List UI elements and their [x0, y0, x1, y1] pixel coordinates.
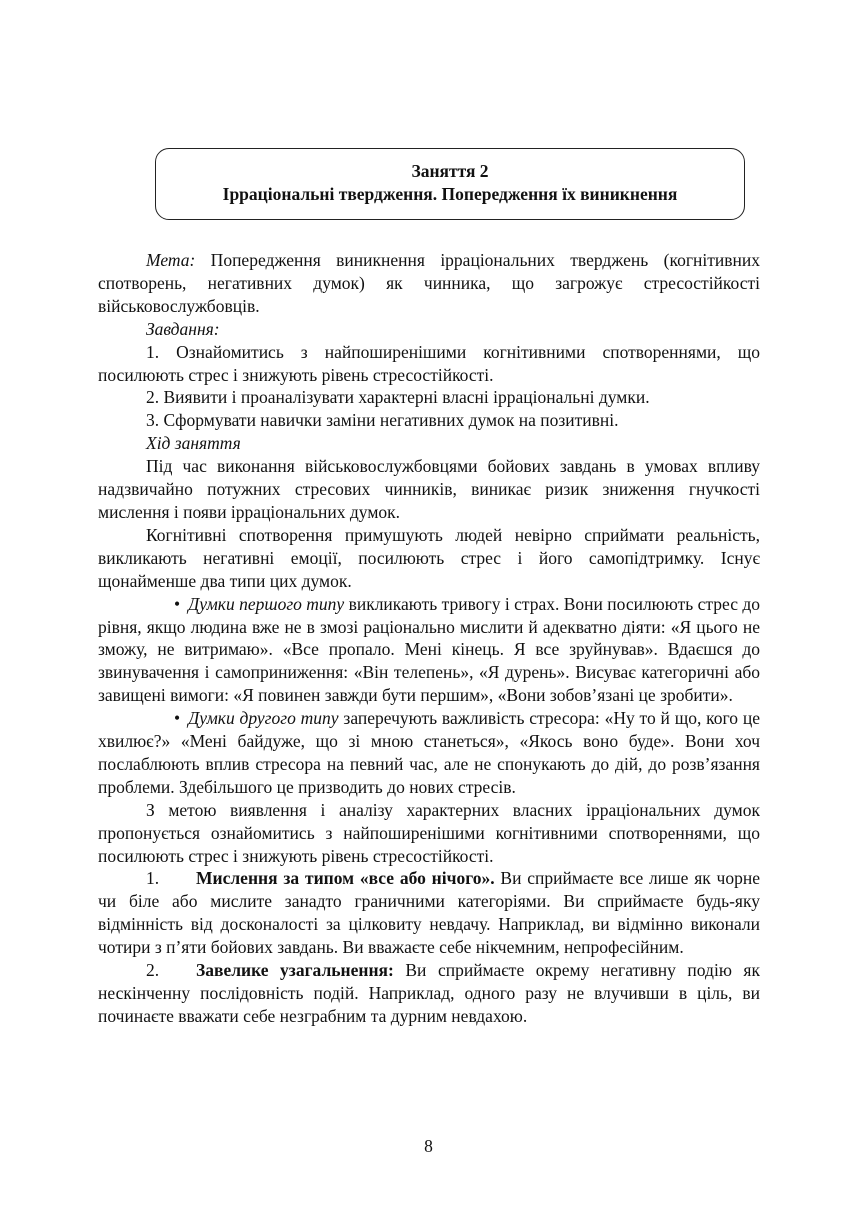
item-term: Завелике узагальнення:: [196, 960, 394, 981]
item-term: Мислення за типом «все або нічого».: [196, 868, 495, 889]
numbered-item: 1. Мислення за типом «все або нічого». Ви сприймаєте все лише як чорне чи біле або мислите занадто граничними категоріями. Ви сприймаєте будь-яку відмінність від досконалості за цілковиту невдачу. Наприклад, ви відмінно виконали чотири з п’яти бойових завдань. Ви вважаєте себе нікчемним, непрофесійним.: [98, 868, 760, 958]
course-heading: Хід заняття: [146, 433, 241, 454]
goal-text: Попередження виникнення ірраціональних тверджень (когнітивних спотворень, негативних думок) як чинника, що загрожує стресостійкості військовослужбовців.: [98, 250, 760, 316]
numbered-item: 2. Завелике узагальнення: Ви сприймаєте окрему негативну подію як нескінченну послідовність подій. Наприклад, одного разу не влучивши в ціль, ви починаєте вважати себе незграбним та дурним невдахою.: [98, 960, 760, 1026]
tasks-heading: Завдання:: [146, 318, 220, 339]
paragraph: З метою виявлення і аналізу характерних власних ірраціональних думок пропонується ознайомитись з найпоширенішими когнітивними спотвореннями, що посилюють стрес і знижують рівень стресостійкості.: [98, 799, 760, 866]
paragraph: Когнітивні спотворення примушують людей невірно сприймати реальність, викликають негативні емоції, посилюють стрес і його самопідтримку. Існує щонайменше два типи цих думок.: [98, 524, 760, 591]
task-item: 2. Виявити і проаналізувати характерні власні ірраціональні думки.: [146, 387, 650, 408]
bullet-item: • Думки другого типу заперечують важливість стресора: «Ну то й що, кого це хвилює?» «Мені байдуже, що зі мною станеться», «Якось воно буде». Вони хоч послаблюють вплив стресора на певний час, але не спонукають до дій, до розв’язання проблеми. Здебільшого це призводить до нових стресів.: [98, 708, 760, 797]
bullet-emphasis: Думки другого типу: [188, 708, 339, 729]
item-number: 2.: [146, 960, 160, 981]
document-body: [98, 249, 760, 1028]
goal-paragraph: [98, 249, 760, 318]
bullet-item: • Думки першого типу викликають тривогу і страх. Вони посилюють стрес до рівня, якщо людина вже не в змозі раціонально мислити й адекватно діяти: «Я цього не зможу, не витримаю». «Все пропало. Мені кінець. Я все зруйнував». Вдаєшся до звинувачення і самоприниження: «Він телепень», «Я дурень». Висуває категоричні або завищені вимоги: «Я повинен завжди бути першим», «Вони зобов’язані це зробити».: [98, 593, 760, 706]
bullet-icon: •: [174, 708, 181, 729]
lesson-number: Заняття 2: [411, 161, 489, 181]
bullet-emphasis: Думки першого типу: [188, 593, 345, 614]
task-item: 1. Ознайомитись з найпоширенішими когнітивними спотвореннями, що посилюють стрес і знижують рівень стресостійкості.: [98, 341, 760, 385]
lesson-title-box: [155, 148, 745, 220]
goal-label: Мета:: [146, 250, 196, 270]
page-number: 8: [424, 1136, 433, 1156]
paragraph: Під час виконання військовослужбовцями бойових завдань в умовах впливу надзвичайно потужних стресових чинників, виникає ризик зниження гнучкості мислення і появи ірраціональних думок.: [98, 456, 760, 522]
lesson-title: Ірраціональні твердження. Попередження їх виникнення: [222, 184, 678, 204]
bullet-icon: •: [174, 593, 181, 614]
item-number: 1.: [146, 868, 160, 889]
task-item: 3. Сформувати навички заміни негативних думок на позитивні.: [146, 410, 619, 431]
